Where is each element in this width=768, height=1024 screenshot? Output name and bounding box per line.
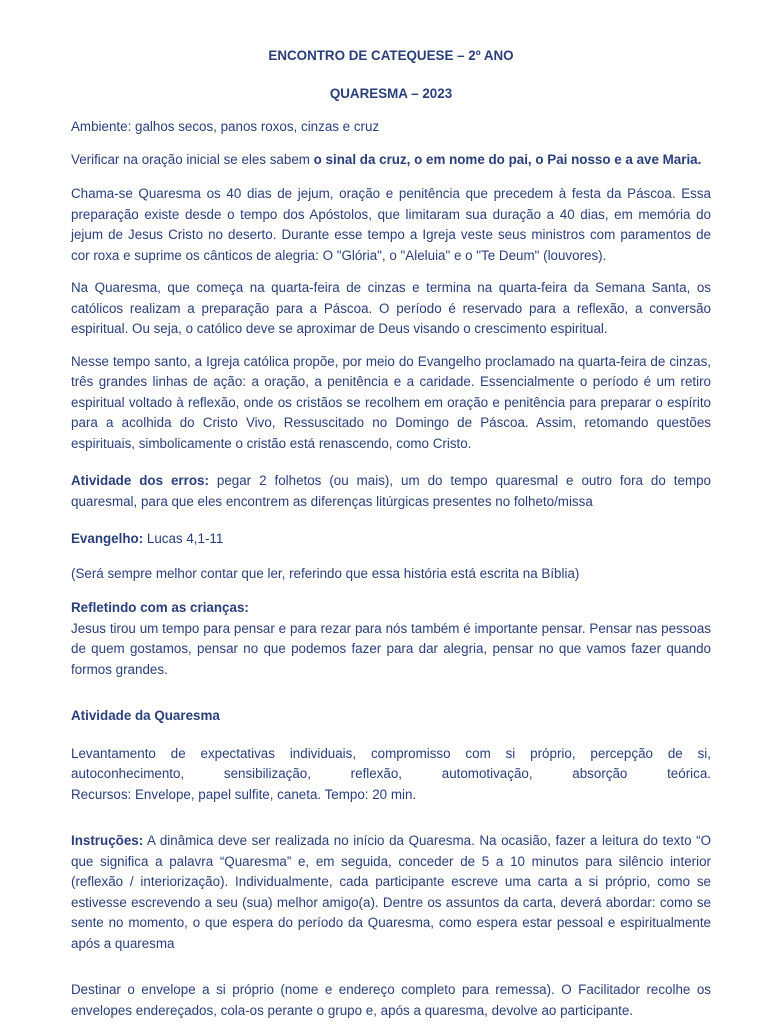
evangelho-text: Lucas 4,1-11 — [143, 531, 224, 546]
refletindo-text: Jesus tirou um tempo para pensar e para rezar para nós também é importante pensar. Pensar nas pessoas de quem gostamos, pensar no que podemos fazer para dar alegria, pensar no que vamos fazer quando formos grandes. — [71, 620, 711, 677]
atividade-erros-paragraph — [71, 471, 711, 512]
instrucoes-label: Instruções: — [71, 833, 144, 848]
quaresma-periodo-paragraph: Na Quaresma, que começa na quarta-feira de cinzas e termina na quarta-feira da Semana Santa, os católicos realizam a preparação para a Páscoa. O período é reservado para a reflexão, a conversão espiritual. Ou seja, o católico deve se aproximar de Deus visando o crescimento espiritual. — [71, 280, 711, 336]
evangelho-paragraph — [71, 529, 711, 550]
verificar-lead: Verificar na oração inicial se eles sabem — [71, 151, 314, 167]
quaresma-intro-paragraph: Chama-se Quaresma os 40 dias de jejum, oração e penitência que precedem à festa da Páscoa. Essa preparação existe desde o tempo dos Apóstolos, que limitaram sua duração a 40 dias, em memória do jejum de Jesus Cristo no deserto. Durante esse tempo a Igreja veste seus ministros com paramentos de cor roxa e suprime os cânticos de alegria: O "Glória", o "Aleluia" e o "Te Deum" (louvores). — [71, 186, 711, 263]
atividade-quaresma-body — [71, 744, 711, 806]
atividade-quaresma-line1: Levantamento de expectativas individuais, compromisso com si próprio, percepção de si, autoconhecimento, sensibilização, reflexão, automotivação, absorção teórica. — [71, 745, 711, 781]
evangelho-label: Evangelho: — [71, 531, 144, 546]
verificar-paragraph — [71, 150, 711, 171]
destinar-paragraph: Destinar o envelope a si próprio (nome e endereço completo para remessa). O Facilitador recolhe os envelopes endereçados, cola-os perante o grupo e, após a quaresma, devolve ao participante. — [71, 982, 711, 1018]
tempo-santo-paragraph: Nesse tempo santo, a Igreja católica propõe, por meio do Evangelho proclamado na quarta-feira de cinzas, três grandes linhas de ação: a oração, a penitência e a caridade. Essencialmente o período é um retiro espiritual voltado à reflexão, onde os cristãos se recolhem em oração e penitência para preparar o espírito para a acolhida do Cristo Vivo, Ressuscitado no Domingo de Páscoa. Assim, retomando questões espirituais, simbolicamente o cristão está renascendo, como Cristo. — [71, 353, 711, 451]
refletindo-label: Refletindo com as crianças: — [71, 600, 249, 615]
document-title: ENCONTRO DE CATEQUESE – 2º ANO — [268, 48, 514, 63]
atividade-quaresma-line2: Recursos: Envelope, papel sulfite, caneta. Tempo: 20 min. — [71, 786, 417, 802]
instrucoes-text: A dinâmica deve ser realizada no início da Quaresma. Na ocasião, fazer a leitura do texto “O que significa a palavra “Quaresma” e, em seguida, conceder de 5 a 10 minutos para silêncio interior (reflexão / interiorização). Individualmente, cada participante escreve uma carta a si próprio, como se estivesse escrevendo a seu (sua) melhor amigo(a). Dentre os assuntos da carta, deverá abordar: como se sente no momento, o que espera do período da Quaresma, como espera estar pessoal e espiritualmente após a quaresma — [71, 833, 711, 951]
atividade-quaresma-heading: Atividade da Quaresma — [71, 708, 220, 723]
ambiente-line: Ambiente: galhos secos, panos roxos, cinzas e cruz — [71, 119, 380, 134]
atividade-erros-text: pegar 2 folhetos (ou mais), um do tempo quaresmal e outro fora do tempo quaresmal, para que eles encontrem as diferenças litúrgicas presentes no folheto/missa — [71, 473, 711, 509]
nota-paragraph: (Será sempre melhor contar que ler, referindo que essa história está escrita na Bíblia) — [71, 565, 580, 581]
instrucoes-paragraph — [71, 831, 711, 954]
verificar-bold: o sinal da cruz, o em nome do pai, o Pai nosso e a ave Maria. — [313, 151, 702, 167]
document-subtitle: QUARESMA – 2023 — [329, 85, 453, 101]
refletindo-section — [71, 598, 711, 680]
atividade-erros-label: Atividade dos erros: — [71, 473, 209, 488]
